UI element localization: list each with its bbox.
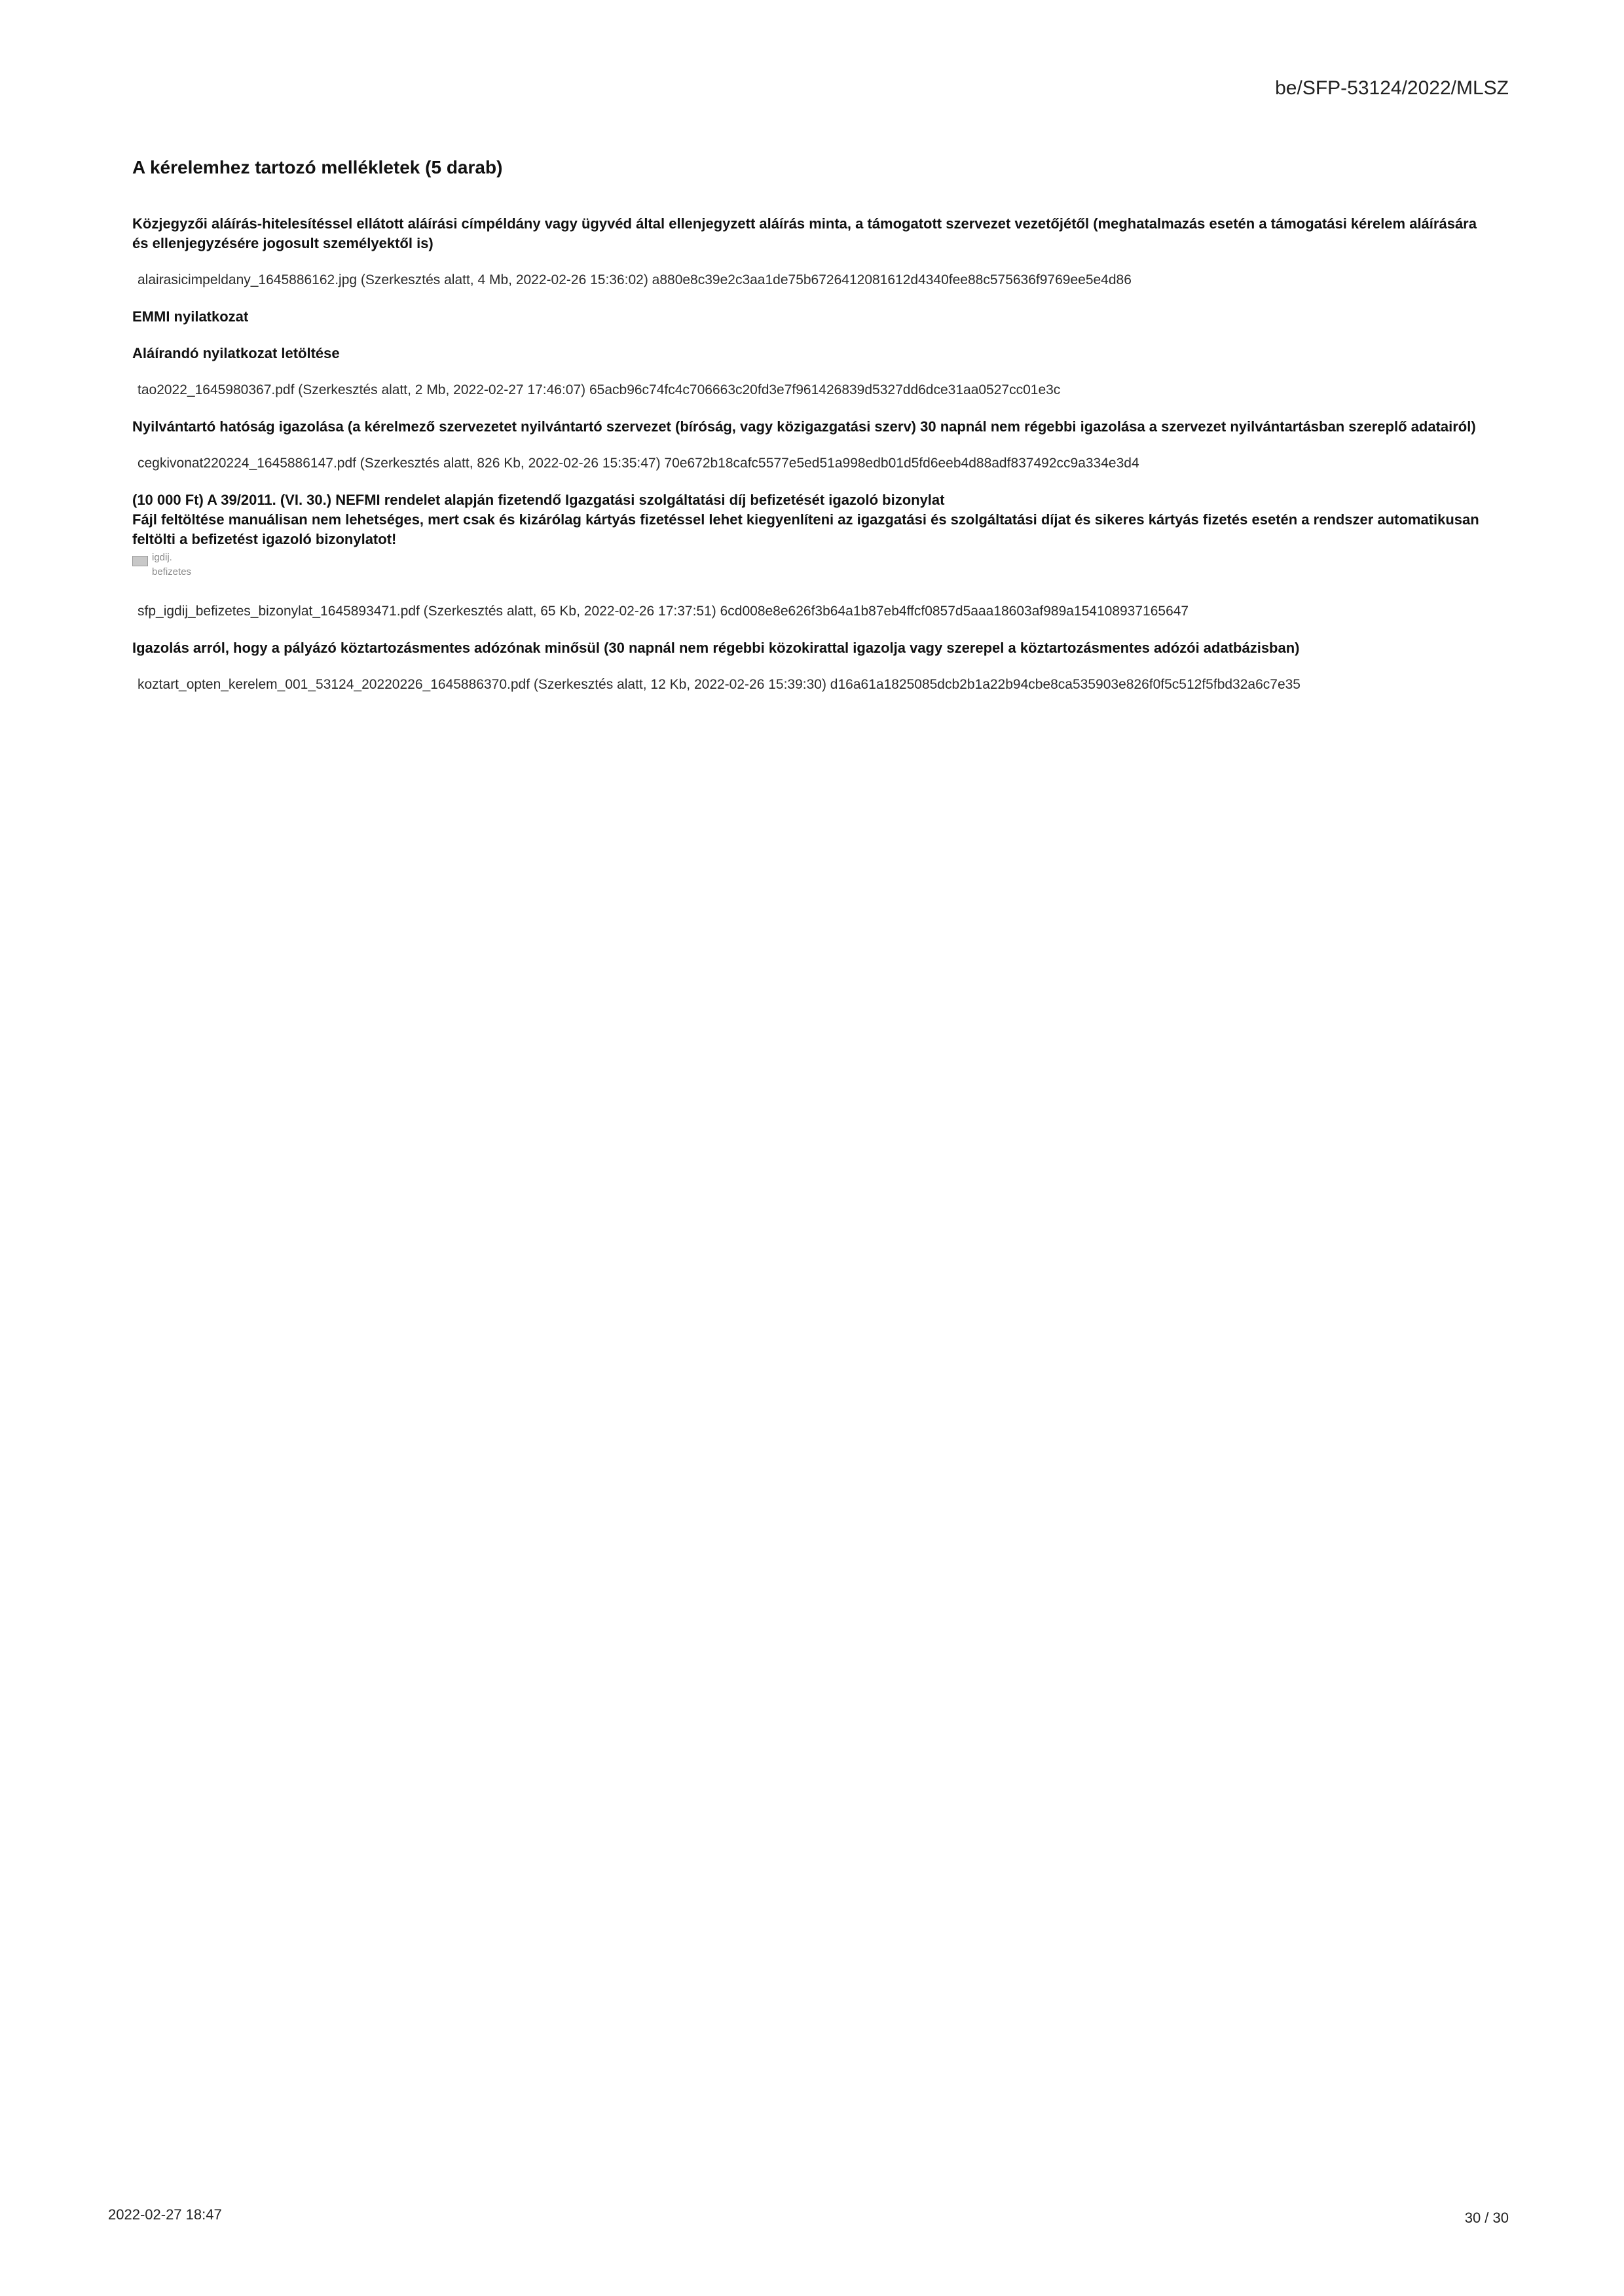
section-heading: Igazolás arról, hogy a pályázó köztartozásmentes adózónak minősül (30 napnál nem régebbi közokirattal igazolja vagy szerepel a köztartozásmentes adózói adatbázisban) [132,640,1300,656]
attachments-content [132,157,1494,712]
document-reference: be/SFP-53124/2022/MLSZ [1275,77,1509,99]
section-note: Fájl feltöltése manuálisan nem lehetséges, mert csak és kizárólag kártyás fizetéssel lehet kiegyenlíteni az igazgatási és szolgáltatási díjat és sikeres kártyás fizetés esetén a rendszer automatikusan feltölti a befizetést igazoló bizonylatot! [132,511,1479,547]
attachment-section-signature [132,214,1494,290]
section-heading: Nyilvántartó hatóság igazolása (a kérelmező szervezetet nyilvántartó szervezet (bíróság, vagy közigazgatási szerv) 30 napnál nem régebbi igazolása a szervezet nyilvántartásban szereplő adatairól) [132,418,1476,435]
attachment-file[interactable]: sfp_igdij_befizetes_bizonylat_1645893471.pdf (Szerkesztés alatt, 65 Kb, 2022-02-26 17:37:51) 6cd008e8e626f3b64a1b87eb4ffcf0857d5aaa18603af989a154108937165647 [138,604,1189,619]
attachment-section-tax [132,638,1494,695]
page-number: 30 / 30 [1464,2210,1509,2226]
print-timestamp: 2022-02-27 18:47 [108,2206,222,2223]
attachment-file[interactable]: cegkivonat220224_1645886147.pdf (Szerkesztés alatt, 826 Kb, 2022-02-26 15:35:47) 70e672b18cafc5577e5ed51a998edb01d5fd6eeb4d88adf837492cc9a334e3d4 [138,456,1139,471]
page-title: A kérelemhez tartozó mellékletek (5 darab) [132,157,503,177]
attachment-file[interactable]: koztart_opten_kerelem_001_53124_20220226_1645886370.pdf (Szerkesztés alatt, 12 Kb, 2022-02-26 15:39:30) d16a61a1825085dcb2b1a22b94cbe8ca535903e826f0f5c512f5fbd32a6c7e35 [138,677,1301,692]
fee-image-thumbnail[interactable] [132,551,1494,582]
section-heading: (10 000 Ft) A 39/2011. (VI. 30.) NEFMI rendelet alapján fizetendő Igazgatási szolgáltatási díj befizetését igazoló bizonylat [132,492,945,508]
attachment-file[interactable]: alairasicimpeldany_1645886162.jpg (Szerkesztés alatt, 4 Mb, 2022-02-26 15:36:02) a880e8c39e2c3aa1de75b6726412081612d4340fee88c575636f9769ee5e4d86 [138,272,1132,287]
image-icon [132,556,148,566]
section-heading: Közjegyzői aláírás-hitelesítéssel ellátott aláírási címpéldány vagy ügyvéd által ellenjegyzett aláírás minta, a támogatott szervezet vezetőjétől (meghatalmazás esetén a támogatási kérelem aláírására és ellenjegyzésére jogosult személyektől is) [132,215,1477,251]
thumbnail-caption: befizetes [152,566,192,577]
attachment-section-fee [132,490,1494,621]
download-statement-link[interactable]: Aláírandó nyilatkozat letöltése [132,345,340,361]
attachment-section-registry [132,417,1494,473]
thumbnail-caption: igdij. [152,552,172,563]
section-heading: EMMI nyilatkozat [132,308,249,325]
attachment-section-emmi [132,307,1494,400]
attachment-file[interactable]: tao2022_1645980367.pdf (Szerkesztés alatt, 2 Mb, 2022-02-27 17:46:07) 65acb96c74fc4c706663c20fd3e7f961426839d5327dd6dce31aa0527cc01e3c [138,382,1061,397]
